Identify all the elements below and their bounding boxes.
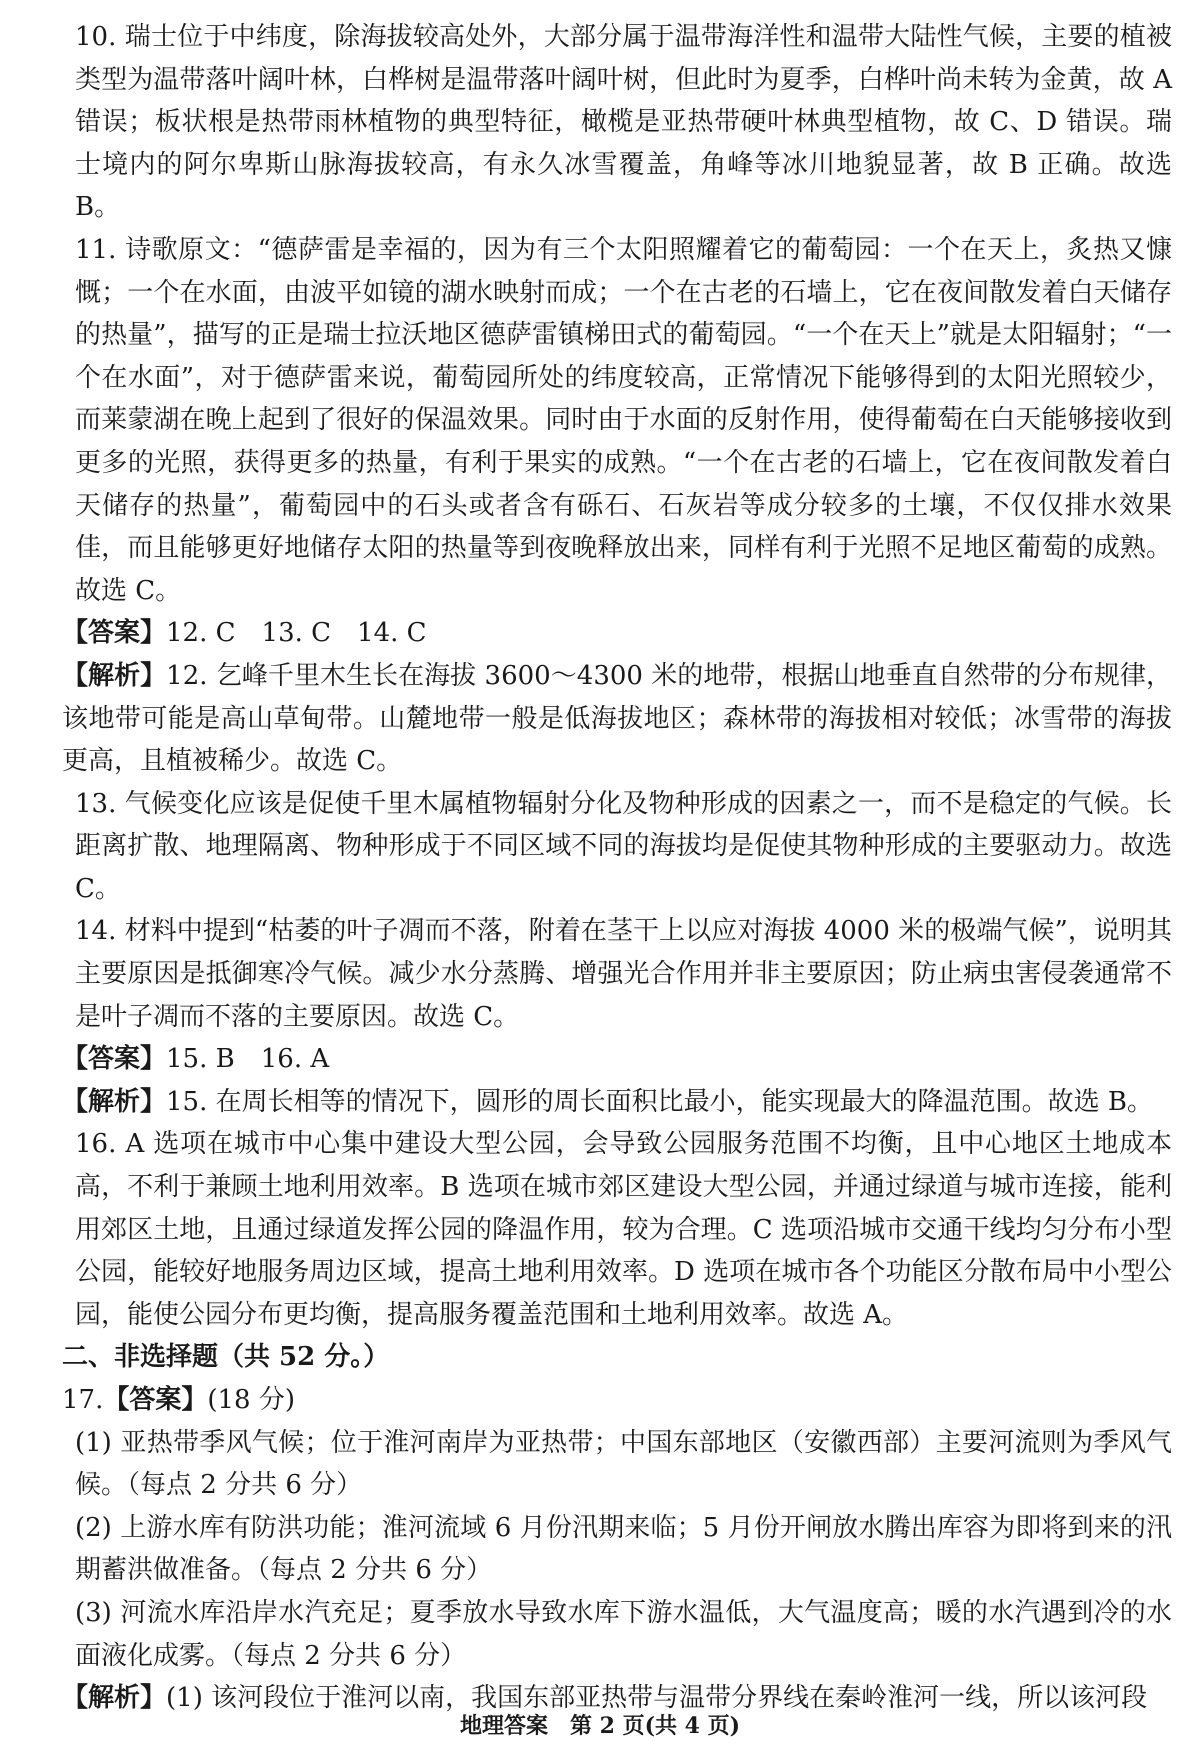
q17-part-3: (3) 河流水库沿岸水汽充足；夏季放水导致水库下游水温低，大气温度高；暖的水汽遇到冷的水面液化成雾。（每点 2 分共 6 分） [75,1597,1172,1671]
explanation-q11: 11. 诗歌原文：“德萨雷是幸福的，因为有三个太阳照耀着它的葡萄园：一个在天上，炙热又慷慨；一个在水面，由波平如镜的湖水映射而成；一个在古老的石墙上，它在夜间散发着白天储存的热量”，描写的正是瑞士拉沃地区德萨雷镇梯田式的葡萄园。“一个在天上”就是太阳辐射；“一个在水面”，对于德萨雷来说，葡萄园所处的纬度较高，正常情况下能够得到的太阳光照较少，而莱蒙湖在晚上起到了很好的保温效果。同时由于水面的反射作用，使得葡萄在白天能够接收到更多的光照，获得更多的热量，有利于果实的成熟。“一个在古老的石墙上，它在夜间散发着白天储存的热量”，葡萄园中的石头或者含有砾石、石灰岩等成分较多的土壤，不仅仅排水效果佳，而且能够更好地储存太阳的热量等到夜晚释放出来，同样有利于光照不足地区葡萄的成熟。故选 C。 [75,234,1172,606]
answer-tag: 【答案】 [62,1044,167,1075]
explanation-q12 [62,655,1172,783]
q17-score: (18 分) [207,1385,296,1415]
answer-line-12-14 [62,612,1172,655]
q17-number: 17. [62,1385,104,1415]
answer-values: 15. B 16. A [166,1044,330,1075]
answer-tag: 【答案】 [62,618,167,649]
analysis-tag: 【解析】 [62,1683,167,1714]
page-footer: 地理答案 第 2 页(共 4 页) [459,1713,741,1739]
explanation-q16: 16. A 选项在城市中心集中建设大型公园，会导致公园服务范围不均衡，且中心地区土地成本高，不利于兼顾土地利用效率。B 选项在城市郊区建设大型公园，并通过绿道与城市连接，能利用郊区土地，且通过绿道发挥公园的降温作用，较为合理。C 选项沿城市交通干线均匀分布小型公园，能较好地服务周边区域，提高土地利用效率。D 选项在城市各个功能区分散布局中小型公园，能使公园分布更均衡，提高服务覆盖范围和土地利用效率。故选 A。 [75,1129,1172,1330]
explanation-q12-text: 12. 乞峰千里木生长在海拔 3600～4300 米的地带，根据山地垂直自然带的分布规律，该地带可能是高山草甸带。山麓地带一般是低海拔地区；森林带的海拔相对较低；冰雪带的海拔更高，且植被稀少。故选 C。 [62,660,1172,777]
answer-page [62,16,1172,1720]
explanation-q13: 13. 气候变化应该是促使千里木属植物辐射分化及物种形成的因素之一，而不是稳定的气候。长距离扩散、地理隔离、物种形成于不同区域不同的海拔均是促使其物种形成的主要驱动力。故选 C。 [75,788,1172,904]
explanation-q15-text: 15. 在周长相等的情况下，圆形的周长面积比最小，能实现最大的降温范围。故选 B。 [166,1086,1154,1117]
explanation-q15 [62,1081,1172,1124]
analysis-tag: 【解析】 [62,660,167,691]
explanation-q10: 10. 瑞士位于中纬度，除海拔较高处外，大部分属于温带海洋性和温带大陆性气候，主要的植被类型为温带落叶阔叶林，白桦树是温带落叶阔叶树，但此时为夏季，白桦叶尚未转为金黄，故 A 错误；板状根是热带雨林植物的典型特征，橄榄是亚热带硬叶林典型植物，故 C、D 错误。瑞士境内的阿尔卑斯山脉海拔较高，有永久冰雪覆盖，角峰等冰川地貌显著，故 B 正确。故选 B。 [75,22,1172,223]
q17-part-2: (2) 上游水库有防洪功能；淮河流域 6 月份汛期来临；5 月份开闸放水腾出库容为即将到来的汛期蓄洪做准备。（每点 2 分共 6 分） [75,1512,1172,1586]
explanation-q14: 14. 材料中提到“枯萎的叶子凋而不落，附着在茎干上以应对海拔 4000 米的极端气候”，说明其主要原因是抵御寒冷气候。减少水分蒸腾、增强光合作用并非主要原因；防止病虫害侵袭通常不是叶子凋而不落的主要原因。故选 C。 [75,916,1172,1032]
answer-tag: 【答案】 [103,1385,208,1415]
explanation-q17-text: (1) 该河段位于淮河以南，我国东部亚热带与温带分界线在秦岭淮河一线，所以该河段 [166,1683,1148,1714]
q17-heading [62,1379,1172,1422]
answer-values: 12. C 13. C 14. C [166,618,427,649]
answer-line-15-16 [62,1038,1172,1081]
section-heading: 二、非选择题（共 52 分。） [62,1342,390,1373]
analysis-tag: 【解析】 [62,1086,167,1117]
q17-part-1: (1) 亚热带季风气候；位于淮河南岸为亚热带；中国东部地区（安徽西部）主要河流则为季风气候。（每点 2 分共 6 分） [75,1427,1172,1501]
